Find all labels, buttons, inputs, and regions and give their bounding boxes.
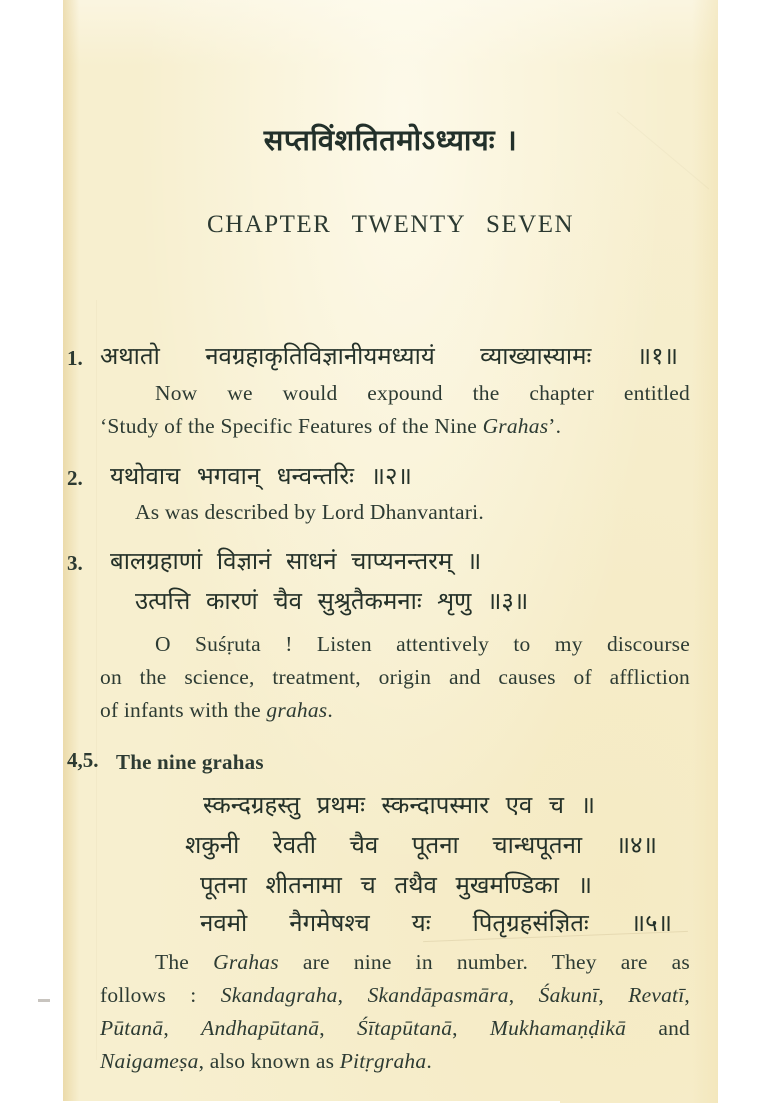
italic-name-mukhamandika: Mukhamaṇḍikā: [489, 1016, 627, 1040]
verse-2-translation: As was described by Lord Dhanvantari.: [135, 500, 484, 524]
italic-name-skandagraha: Skandagraha: [220, 983, 338, 1007]
verse-5-sanskrit-line2: नवमो नैगमेषश्च यः पितृग्रहसंज्ञितः ॥५॥: [200, 909, 672, 937]
verse-1-translation-line2: ‘Study of the Specific Features of the Nine Grahas’.: [100, 414, 562, 438]
verse-3-sanskrit-line1: बालग्रहाणां विज्ञानं साधनं चाप्यनन्तरम् ॥: [110, 547, 482, 575]
verses-4-5-translation-line1: The Grahas are nine in number. They are as: [155, 950, 690, 974]
italic-term-grahas: Grahas: [482, 414, 549, 438]
italic-name-naigamesa: Naigameṣa: [100, 1049, 199, 1073]
verse-3-number: 3.: [67, 551, 83, 575]
verse-4-sanskrit-line1: स्कन्दग्रहस्तु प्रथमः स्कन्दापस्मार एव च ॥: [203, 791, 595, 819]
verse-1-sanskrit: अथातो नवग्रहाकृतिविज्ञानीयमध्यायं व्याख्यास्यामः ॥१॥: [100, 342, 678, 370]
verses-4-5-translation-line2: follows : Skandagraha, Skandāpasmāra, Śakunī, Revatī,: [100, 983, 690, 1007]
verse-2-sanskrit: यथोवाच भगवान् धन्वन्तरिः ॥२॥: [110, 462, 412, 490]
section-4-5-title: The nine grahas: [116, 750, 264, 774]
italic-name-revati: Revatī: [628, 983, 685, 1007]
chapter-heading: CHAPTER TWENTY SEVEN: [206, 211, 575, 238]
verse-3-translation-line1: O Suśṛuta ! Listen attentively to my discourse: [155, 632, 690, 656]
verses-4-5-translation-line3: Pūtanā, Andhapūtanā, Śītapūtanā, Mukhamaṇḍikā and: [100, 1016, 691, 1040]
italic-name-sakuni: Śakunī: [538, 983, 599, 1007]
paper-crease: [96, 300, 97, 1060]
verse-3-sanskrit-line2: उत्पत्ति कारणं चैव सुश्रुतैकमनाः शृणु ॥३॥: [135, 587, 529, 615]
italic-name-sitaputana: Śītapūtanā: [357, 1016, 453, 1040]
scan-bottom-edge: [63, 1101, 560, 1108]
verse-2-number: 2.: [67, 466, 83, 490]
section-4-5-heading: [63, 746, 718, 779]
book-page-scan: [63, 0, 718, 1103]
verse-5-sanskrit-line1: पूतना शीतनामा च तथैव मुखमण्डिका ॥: [200, 871, 592, 899]
verse-3-translation-line3: of infants with the grahas.: [100, 698, 333, 722]
verse-1-translation-line1: Now we would expound the chapter entitled: [155, 381, 690, 405]
chapter-title-sanskrit: सप्तविंशतितमोऽध्यायः ।: [263, 123, 518, 157]
italic-name-putana: Pūtanā: [100, 1016, 164, 1040]
verses-4-5-translation-line4: Naigameṣa, also known as Pitṛgraha.: [100, 1049, 432, 1073]
section-4-5-number: 4,5.: [67, 748, 99, 772]
italic-term-grahas: Grahas: [213, 950, 279, 974]
verse-3: [63, 546, 718, 582]
verse-2: [63, 461, 718, 497]
italic-name-pitrgraha: Pitṛgraha: [339, 1049, 427, 1073]
italic-name-skandapasmara: Skandāpasmāra: [367, 983, 509, 1007]
margin-stray-mark: [38, 999, 50, 1002]
verse-1: [63, 341, 718, 377]
italic-name-andhaputana: Andhapūtanā: [201, 1016, 320, 1040]
verse-1-number: 1.: [67, 346, 83, 370]
verse-3-translation-line2: on the science, treatment, origin and causes of affliction: [100, 665, 690, 689]
verse-4-sanskrit-line2: शकुनी रेवती चैव पूतना चान्धपूतना ॥४॥: [185, 831, 657, 859]
italic-term-grahas: grahas: [266, 698, 328, 722]
